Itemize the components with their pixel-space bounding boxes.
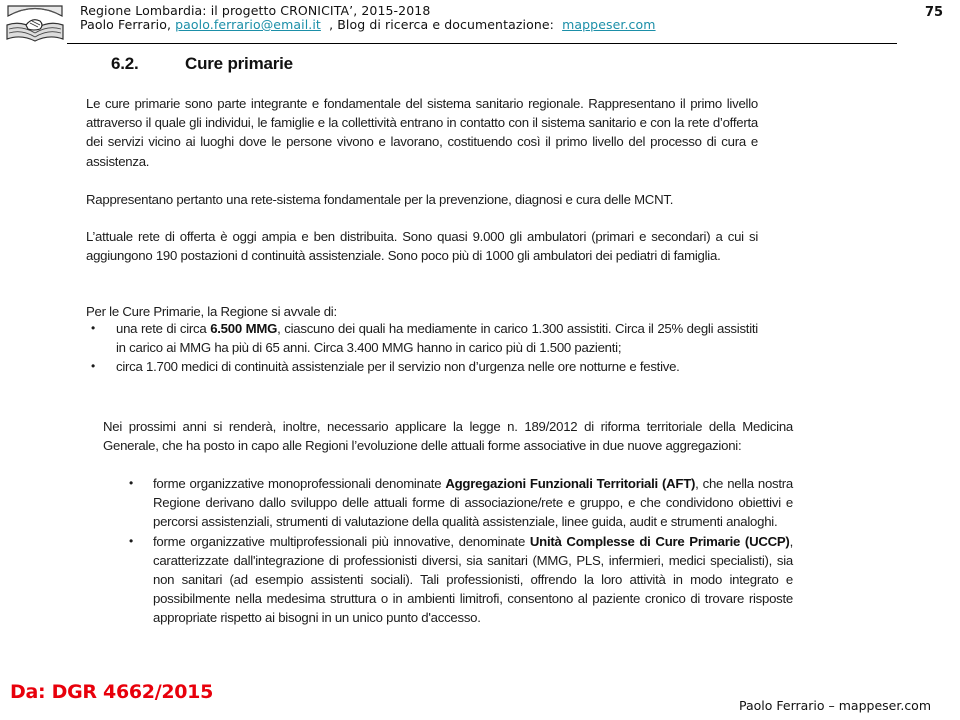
bold-text: Unità Complesse di Cure Primarie (UCCP)	[529, 533, 790, 549]
paragraph-intro: Le cure primarie sono parte integrante e fondamentale del sistema sanitario regionale. Rappresentano il primo livello attraverso il quale gli individui, le famiglie e la collettività entrano in contatto con il sistema sanitario e con la rete d’offerta dei servizi vicino ai luoghi dove le persone vivono e lavorano, costituendo così il primo livello del processo di cura e assistenza.	[86, 96, 758, 169]
blog-label: , Blog di ricerca e documentazione:	[320, 17, 563, 32]
paragraph-network: Rappresentano pertanto una rete-sistema fondamentale per la prevenzione, diagnosi e cura delle MCNT.	[86, 192, 674, 207]
bold-text: 6.500 MMG	[210, 321, 278, 336]
bullet-icon: •	[129, 476, 133, 490]
author-name: Paolo Ferrario,	[80, 17, 176, 32]
list-item: • una rete di circa 6.500 MMG, ciascuno dei quali ha mediamente in carico 1.300 assistiti. Circa il 25% degli assistiti in carico ai MMG ha più di 65 anni. Circa 3.400 MMG hanno in carico più di 1.500 pazienti;	[91, 321, 758, 356]
bullet-icon: •	[91, 359, 95, 374]
aggregations-list	[129, 474, 794, 628]
paragraph-offer: L’attuale rete di offerta è oggi ampia e ben distribuita. Sono quasi 9.000 gli ambulatori (primari e secondari) a cui si aggiungono 190 postazioni d continuità assistenziale. Sono poco più di 1000 gli ambulatori dei pediatri di famiglia.	[86, 229, 758, 264]
list-item: • forme organizzative multiprofessionali più innovative, denominate Unità Complesse di Cure Primarie (UCCP), caratterizzate dall'integrazione di professionisti diversi, sia sanitari (MMG, PLS, infermieri, medici specialisti), sia non sanitari (ad esempio assistenti sociali). Tali professionisti, offrendo la loro attività in modo integrato e possibilmente nella medesima struttura o in ambienti limitrofi, consentono al paziente cronico di trovare risposte appropriate rispetto ai bisogni in un unico punto d'accesso.	[129, 533, 793, 626]
source-note: Da: DGR 4662/2015	[10, 681, 214, 703]
paragraph-list-intro: Per le Cure Primarie, la Regione si avvale di:	[86, 304, 337, 319]
paragraph-law: Nei prossimi anni si renderà, inoltre, necessario applicare la legge n. 189/2012 di riforma territoriale della Medicina Generale, che ha posto in capo alle Regioni l’evoluzione delle attuali forme associative in due nuove aggregazioni:	[103, 419, 793, 454]
header-title: Regione Lombardia: il progetto CRONICITA’, 2015-2018	[80, 3, 431, 18]
list-item: • circa 1.700 medici di continuità assistenziale per il servizio non d’urgenza nelle ore notturne e festive.	[116, 357, 758, 376]
resources-list	[91, 319, 758, 377]
list-item: • forme organizzative monoprofessionali denominate Aggregazioni Funzionali Territoriali (AFT), che nella nostra Regione derivano dallo sviluppo delle attuali forme di associazione/rete e gruppo, e che condividono obiettivi e percorsi assistenziali, strumenti di valutazione della qualità assistenziale, linee guida, audit e strumenti analoghi.	[129, 476, 794, 530]
page-number: 75	[925, 5, 944, 20]
section-heading	[111, 54, 293, 74]
footer-credit: Paolo Ferrario – mappeser.com	[739, 698, 932, 713]
email-link[interactable]: paolo.ferrario@email.it	[175, 17, 321, 32]
bold-text: Aggregazioni Funzionali Territoriali (AFT)	[445, 476, 696, 491]
section-number: 6.2.	[111, 54, 139, 73]
bullet-icon: •	[91, 321, 95, 335]
blog-link[interactable]: mappeser.com	[562, 17, 656, 32]
bullet-icon: •	[129, 533, 133, 548]
section-title: Cure primarie	[185, 54, 293, 73]
